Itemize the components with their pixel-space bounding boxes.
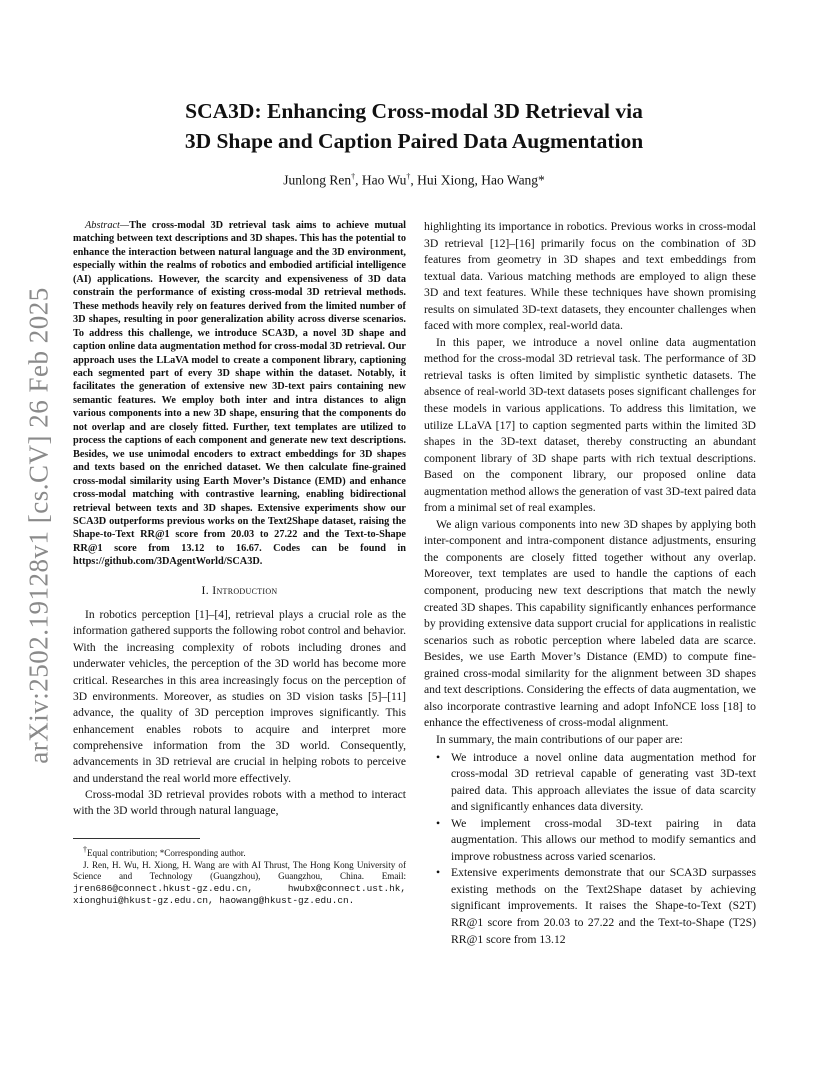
intro-paragraph-continued: highlighting its importance in robotics. Previous works in cross-modal 3D retrieval [12]–[16] primarily focus on the combination of 3D features from geometry in 3D shapes and text embeddings from textual data. Various matching methods are employed to align these 3D and text features. While these techniques have shown promising results on simulated 3D-text datasets, they encounter challenges when faced with more complex, real-world data.: [424, 220, 756, 333]
intro-paragraph-1: In robotics perception [1]–[4], retrieval plays a crucial role as the information gathered supports the following robot control and behavior. With the increasing complexity of robots including drones and underwater vehicles, the perception of the 3D world has become more critical. Researches in this area increasingly focus on the perception of 3D environments. Moreover, as studies on 3D vision tasks [5]–[11] advance, the quality of 3D perception improves significantly. This enhancement enables robots to acquire and interpret more comprehensive information from the 3D world. Consequently, advancements in 3D retrieval are crucial in helping robots to perceive and understand the real world more effectively.: [73, 609, 406, 785]
arxiv-watermark: [14, 286, 64, 764]
footnote-dagger: †: [83, 844, 87, 854]
footnote-emails: jren686@connect.hkust-gz.edu.cn, hwubx@connect.ust.hk, xionghui@hkust-gz.edu.cn, haowang@hkust-gz.edu.cn.: [73, 883, 406, 907]
footnote-line-1: Equal contribution; *Corresponding author.: [87, 847, 246, 858]
abstract-lead: Abstract—: [85, 220, 130, 231]
author-3-4: Hui Xiong, Hao Wang*: [417, 172, 545, 188]
intro-paragraph-4: We align various components into new 3D shapes by applying both inter-component and intra-component distance adjustments, ensuring the components are closely fitted together without any overlap. Moreover, text templates are used to handle the captions of each component, producing new text descriptions that match the newly created 3D shapes. This capability significantly enhances performance by providing extensive data support crucial for applications in realistic scenarios such as robotic perception where labeled data are scarce. Besides, we use Earth Mover’s Distance (EMD) to compute fine-grained cross-modal similarity for the alignment between 3D shapes and text descriptions. Considering the effects of data augmentation, we also incorporate contrastive learning and adopt InfoNCE loss [18] to enhance the effectiveness of cross-modal alignment.: [424, 517, 756, 730]
footnote-rule: [73, 838, 200, 839]
bullet-mark: •: [436, 866, 441, 880]
left-column: [73, 219, 406, 907]
author-2: Hao Wu: [361, 172, 407, 188]
bullet-mark: •: [436, 750, 441, 764]
list-item: • Extensive experiments demonstrate that our SCA3D surpasses existing methods on the Text2Shape dataset by achieving significant improvements. It raises the Shape-to-Text (S2T) RR@1 score from 20.03 to 27.22 and the Text-to-Shape (T2S) RR@1 score from 13.12: [436, 866, 756, 946]
author-list: [100, 172, 728, 189]
footnote-affiliation: J. Ren, H. Wu, H. Xiong, H. Wang are with AI Thrust, The Hong Kong University of Science and Technology (Guangzhou), Guangzhou, China.: [73, 859, 406, 882]
intro-paragraph-3: In this paper, we introduce a novel online data augmentation method for the cross-modal 3D retrieval task. The performance of 3D retrieval tasks is often limited by simplistic synthetic datasets. The absence of real-world 3D-text datasets poses significant challenges for these models in various applications. To address this limitation, we utilize LLaVA [17] to caption segmented parts within the limited 3D shapes in the 3D-text dataset, thereby constructing an abundant component library of 3D shape parts with rich textual descriptions. Based on the component library, our proposed online data augmentation method allows the generation of vast 3D-text paired data from a minimal set of real examples.: [424, 335, 757, 515]
author-separator: ,: [410, 172, 418, 188]
section-heading-introduction: I. Introduction: [201, 582, 278, 597]
dagger-mark: †: [351, 172, 356, 181]
intro-paragraph-2: Cross-modal 3D retrieval provides robots with a method to interact with the 3D world through natural language,: [73, 788, 406, 818]
list-item: • We implement cross-modal 3D-text pairing in data augmentation. This allows our method to modify semantics and improve robustness across varied scenarios.: [436, 816, 756, 863]
dagger-mark: †: [406, 172, 411, 181]
right-column: [424, 219, 756, 948]
abstract: [73, 219, 406, 569]
paper-title: [100, 96, 728, 156]
author-1: Junlong Ren: [283, 172, 352, 188]
footnote: [73, 844, 406, 908]
list-item: • We introduce a novel online data augmentation method for cross-modal 3D retrieval capable of generating vast 3D-text paired data. This approach alleviates the issue of data scarcity and significantly enhances data diversity.: [436, 750, 756, 814]
contributions-intro: In summary, the main contributions of our paper are:: [436, 732, 683, 746]
abstract-text: The cross-modal 3D retrieval task aims to achieve mutual matching between text descriptions and 3D shapes. This has the potential to enhance the interaction between natural language and the 3D environment, especially within the realms of robotics and embodied artificial intelligence (AI) applications. However, the scarcity and expensiveness of 3D data constrain the performance of existing cross-modal 3D retrieval methods. These methods heavily rely on features derived from the limited number of 3D shapes, resulting in poor generalization ability across diverse scenarios. To address this challenge, we introduce SCA3D, a novel 3D shape and caption online data augmentation method for cross-modal 3D retrieval. Our approach uses the LLaVA model to create a component library, captioning each segmented part of every 3D shape within the dataset. Notably, it facilitates the generation of extensive new 3D-text pairs containing new semantic features. We employ both inter and intra distances to align various components into a new 3D shape, ensuring that the components do not overlap and are closely fitted. Further, text templates are utilized to process the captions of each component and generate new text descriptions. Besides, we use unimodal encoders to extract embeddings for 3D shapes and texts based on the enriched dataset. We then calculate fine-grained cross-modal similarity using Earth Mover’s Distance (EMD) and enhance cross-modal matching with contrastive learning, enabling bidirectional retrieval between texts and 3D shapes. Extensive experiments show our SCA3D outperforms previous works on the Text2Shape dataset, raising the Shape-to-Text RR@1 score from 20.03 to 27.22 and the Text-to-Shape RR@1 score from 13.12 to 16.67. Codes can be found in https://github.com/3DAgentWorld/SCA3D.: [73, 220, 406, 568]
footnote-email-label: Email:: [381, 871, 406, 882]
contribution-list: [424, 750, 756, 949]
arxiv-id: arXiv:2502.19128v1 [cs.CV] 26 Feb 2025: [23, 286, 54, 764]
title-line-2: 3D Shape and Caption Paired Data Augmentation: [184, 129, 644, 153]
author-separator: ,: [355, 172, 362, 188]
title-line-1: SCA3D: Enhancing Cross-modal 3D Retrieval via: [185, 99, 643, 123]
bullet-mark: •: [436, 816, 441, 830]
